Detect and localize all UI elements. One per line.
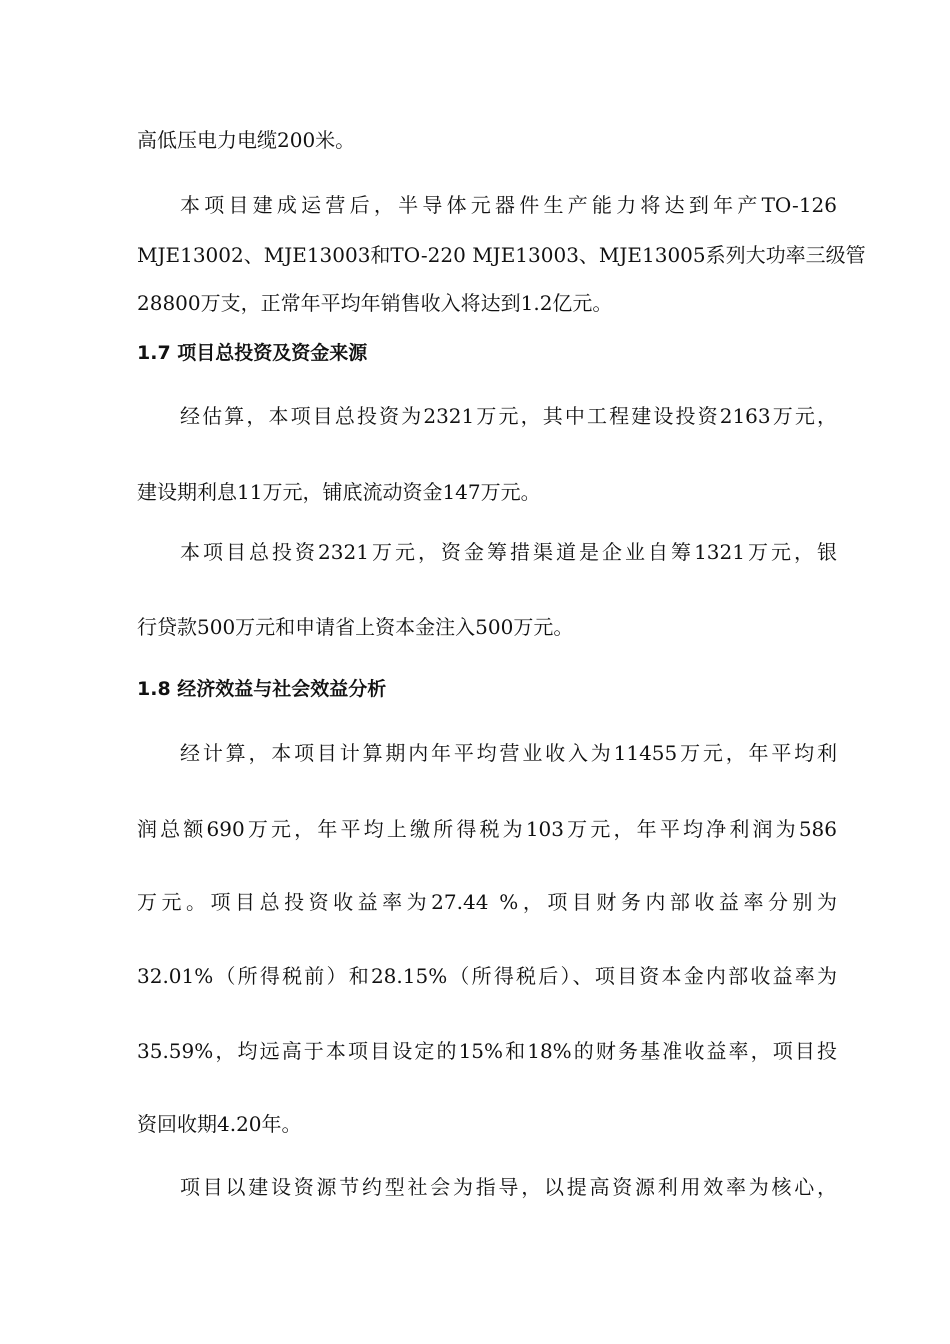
paragraph-line: MJE13002、MJE13003和TO-220 MJE13003、MJE13005系列大功率三级管 [137, 243, 866, 267]
paragraph-line: 本项目建成运营后，半导体元器件生产能力将达到年产TO-126 [180, 193, 837, 217]
paragraph-line: 建设期利息11万元，铺底流动资金147万元。 [137, 480, 541, 504]
paragraph-line: 28800万支，正常年平均年销售收入将达到1.2亿元。 [137, 291, 613, 315]
section-heading: 1.7 项目总投资及资金来源 [137, 342, 368, 364]
paragraph-line: 行贷款500万元和申请省上资本金注入500万元。 [137, 615, 574, 639]
paragraph-line: 万元。项目总投资收益率为27.44 %，项目财务内部收益率分别为 [137, 890, 837, 914]
section-heading: 1.8 经济效益与社会效益分析 [137, 678, 387, 700]
paragraph-line: 高低压电力电缆200米。 [137, 128, 356, 152]
paragraph-line: 32.01%（所得税前）和28.15%（所得税后）、项目资本金内部收益率为 [137, 964, 837, 988]
paragraph-line: 润总额690万元，年平均上缴所得税为103万元，年平均净利润为586 [137, 817, 837, 841]
paragraph-line: 项目以建设资源节约型社会为指导，以提高资源利用效率为核心， [180, 1175, 837, 1199]
paragraph-line: 经计算，本项目计算期内年平均营业收入为11455万元，年平均利 [180, 741, 837, 765]
paragraph-line: 本项目总投资2321万元，资金筹措渠道是企业自筹1321万元，银 [180, 540, 837, 564]
paragraph-line: 经估算，本项目总投资为2321万元，其中工程建设投资2163万元， [180, 404, 837, 428]
paragraph-line: 35.59%，均远高于本项目设定的15%和18%的财务基准收益率，项目投 [137, 1039, 837, 1063]
paragraph-line: 资回收期4.20年。 [137, 1112, 302, 1136]
